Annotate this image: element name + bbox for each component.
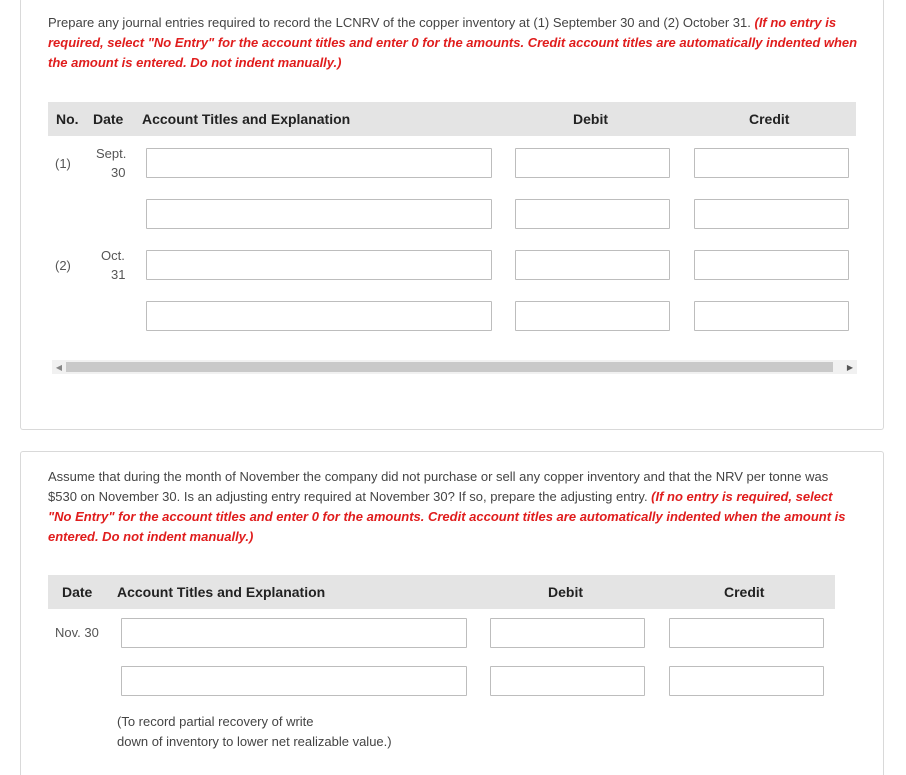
nov-debit-field-2[interactable] [490, 666, 645, 696]
entry-2-account-field-1[interactable] [146, 250, 492, 280]
nov-credit-field-2[interactable] [669, 666, 824, 696]
entry-1-account-field-2[interactable] [146, 199, 492, 229]
instructions-part2 [48, 467, 858, 547]
entry-1-credit-field-1[interactable] [694, 148, 849, 178]
header-date: Date [62, 584, 93, 600]
entry-1-debit-field-2[interactable] [515, 199, 670, 229]
triangle-left-icon[interactable]: ◀ [55, 362, 63, 372]
header-account: Account Titles and Explanation [117, 584, 326, 600]
instructions-part1-text: Prepare any journal entries required to record the LCNRV of the copper inventory at (1) September 30 and (2) October 31. [48, 15, 755, 30]
explanation-line-1: (To record partial recovery of write [117, 714, 314, 729]
entry-1-number: (1) [55, 156, 71, 171]
instructions-part2-note: (If no entry is required, select "No Entry" for the account titles and enter 0 for the amounts. Credit account titles are automatically indented when the amount is entered. Do not indent manually.) [48, 489, 846, 544]
instructions-part2-text: Assume that during the month of November the company did not purchase or sell any copper inventory and that the NRV per tonne was $530 on November 30. Is an adjusting entry required at November 30? If so, prepare the adjusting entry. [48, 469, 829, 504]
entry-2-account-field-2[interactable] [146, 301, 492, 331]
nov-credit-field-1[interactable] [669, 618, 824, 648]
entry-2-credit-field-2[interactable] [694, 301, 849, 331]
entry-2-date-day: 31 [111, 267, 126, 282]
entry-2-debit-field-2[interactable] [515, 301, 670, 331]
header-credit: Credit [724, 584, 765, 600]
instructions-part1 [48, 13, 868, 73]
header-debit: Debit [548, 584, 583, 600]
header-credit: Credit [749, 111, 790, 127]
entry-2-number: (2) [55, 258, 71, 273]
table1-header [48, 102, 856, 136]
explanation-line-2: down of inventory to lower net realizable value.) [117, 734, 392, 749]
header-date: Date [93, 111, 124, 127]
nov-account-field-2[interactable] [121, 666, 467, 696]
nov-debit-field-1[interactable] [490, 618, 645, 648]
horizontal-scrollbar[interactable] [52, 360, 857, 374]
entry-1-date-month: Sept. [96, 146, 127, 161]
entry-explanation [117, 712, 392, 752]
entry-2-credit-field-1[interactable] [694, 250, 849, 280]
entry-2-debit-field-1[interactable] [515, 250, 670, 280]
header-account: Account Titles and Explanation [142, 111, 351, 127]
entry-1-credit-field-2[interactable] [694, 199, 849, 229]
header-no: No. [56, 111, 79, 127]
table2-header [48, 575, 835, 609]
entry-2-date-month: Oct. [101, 248, 125, 263]
nov-account-field-1[interactable] [121, 618, 467, 648]
scrollbar-thumb[interactable] [66, 362, 833, 372]
entry-1-debit-field-1[interactable] [515, 148, 670, 178]
entry-date: Nov. 30 [55, 625, 99, 640]
header-debit: Debit [573, 111, 608, 127]
entry-1-date-day: 30 [111, 165, 126, 180]
entry-1-account-field-1[interactable] [146, 148, 492, 178]
instructions-part1-note: (If no entry is required, select "No Entry" for the account titles and enter 0 for the amounts. Credit account titles are automatically indented when the amount is entered. Do not indent manually.) [48, 15, 858, 70]
triangle-right-icon[interactable]: ▶ [846, 362, 854, 372]
